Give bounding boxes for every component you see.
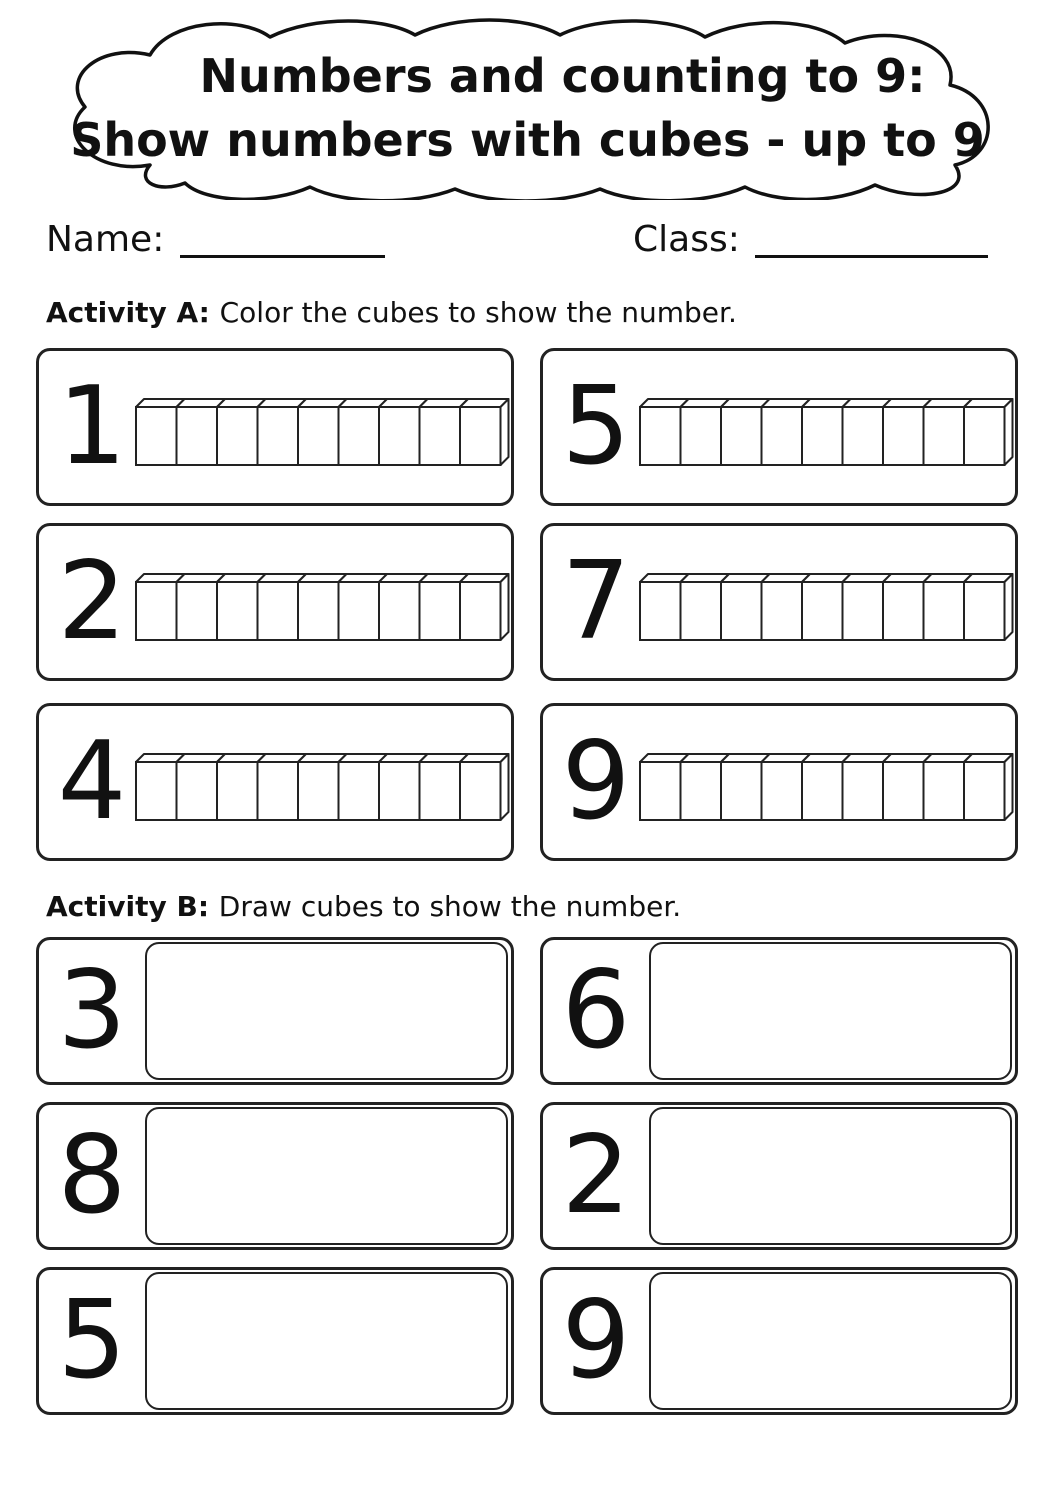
cube-strip	[134, 397, 511, 467]
class-field[interactable]	[755, 255, 988, 258]
activity-b-box	[36, 1267, 514, 1415]
activity-a-box	[540, 523, 1018, 681]
activity-a-label: Activity A:	[46, 296, 210, 329]
title-line-1: Numbers and counting to 9:	[199, 48, 926, 103]
cube-strip	[638, 397, 1015, 467]
activity-a-box	[540, 348, 1018, 506]
activity-b-box	[540, 1267, 1018, 1415]
activity-b-number: 6	[561, 948, 631, 1073]
activity-b-instruction: Draw cubes to show the number.	[218, 890, 682, 923]
drawing-area[interactable]	[145, 942, 508, 1080]
activity-a-instruction: Color the cubes to show the number.	[219, 296, 737, 329]
activity-b-box	[540, 1102, 1018, 1250]
cube-strip-side	[1005, 574, 1013, 640]
activity-a-box	[36, 703, 514, 861]
activity-a-number: 5	[561, 364, 631, 489]
name-field[interactable]	[180, 255, 385, 258]
drawing-area[interactable]	[649, 942, 1012, 1080]
activity-a-number: 1	[57, 364, 127, 489]
activity-b-label: Activity B:	[46, 890, 210, 923]
cube-strip-side	[1005, 754, 1013, 820]
activity-a-number: 7	[561, 539, 631, 664]
activity-a-number: 2	[57, 539, 127, 664]
drawing-area[interactable]	[145, 1272, 508, 1410]
drawing-area[interactable]	[649, 1107, 1012, 1245]
cube-strip	[134, 752, 511, 822]
cube-strip-side	[1005, 399, 1013, 465]
activity-b-number: 8	[57, 1113, 127, 1238]
activity-b-box	[36, 937, 514, 1085]
activity-b-number: 5	[57, 1278, 127, 1403]
cube-strip	[134, 572, 511, 642]
name-label: Name:	[46, 219, 165, 260]
drawing-area[interactable]	[145, 1107, 508, 1245]
cube-strip	[638, 572, 1015, 642]
activity-b-box	[540, 937, 1018, 1085]
class-label: Class:	[633, 219, 740, 260]
cube-strip-side	[501, 754, 509, 820]
activity-a-number: 4	[57, 719, 127, 844]
activity-b-number: 2	[561, 1113, 631, 1238]
cube-strip	[638, 752, 1015, 822]
drawing-area[interactable]	[649, 1272, 1012, 1410]
activity-b-heading	[46, 889, 681, 925]
page-title	[55, 15, 1000, 200]
activity-a-box	[36, 348, 514, 506]
activity-a-box	[540, 703, 1018, 861]
activity-b-box	[36, 1102, 514, 1250]
title-line-2: Show numbers with cubes - up to 9	[70, 112, 985, 167]
activity-a-heading	[46, 295, 737, 331]
cube-strip-side	[501, 399, 509, 465]
activity-a-box	[36, 523, 514, 681]
activity-b-number: 3	[57, 948, 127, 1073]
cube-strip-side	[501, 574, 509, 640]
activity-a-number: 9	[561, 719, 631, 844]
activity-b-number: 9	[561, 1278, 631, 1403]
